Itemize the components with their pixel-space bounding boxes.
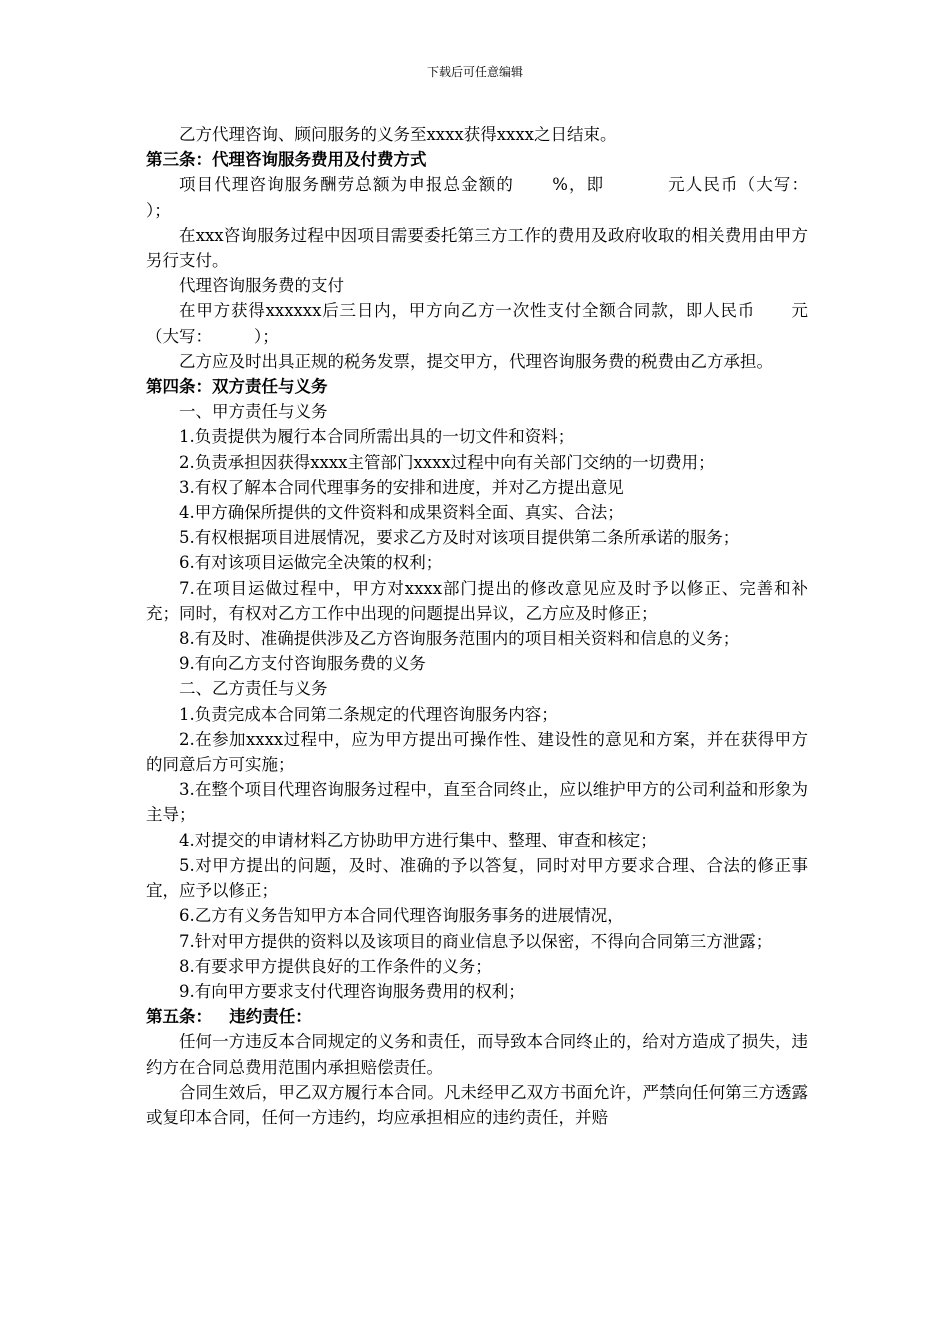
paragraph: 任何一方违反本合同规定的义务和责任，而导致本合同终止的，给对方造成了损失，违约方在合同总费用范围内承担赔偿责任。 [146,1032,808,1077]
section-heading: 第三条：代理咨询服务费用及付费方式 [146,150,427,170]
paragraph: 3.在整个项目代理咨询服务过程中，直至合同终止，应以维护甲方的公司利益和形象为主导； [146,780,808,825]
contract-body [146,122,861,1130]
paragraph: 乙方代理咨询、顾问服务的义务至xxxx获得xxxx之日结束。 [179,125,617,144]
paragraph: 2.在参加xxxx过程中，应为甲方提出可操作性、建设性的意见和方案，并在获得甲方的同意后方可实施； [146,729,808,775]
paragraph: 6.乙方有义务告知甲方本合同代理咨询服务事务的进展情况， [179,906,624,926]
paragraph: 一、甲方责任与义务 [179,402,328,422]
paragraph: 9.有向甲方要求支付代理咨询服务费用的权利； [179,981,525,1001]
paragraph: 4.对提交的申请材料乙方协助甲方进行集中、整理、审查和核定； [179,830,657,850]
paragraph: 4.甲方确保所提供的文件资料和成果资料全面、真实、合法； [179,503,624,523]
paragraph: 7.在项目运做过程中，甲方对xxxx部门提出的修改意见应及时予以修正、完善和补充；同时，有权对乙方工作中出现的问题提出异议，乙方应及时修正； [146,578,808,623]
section-heading: 第四条：双方责任与义务 [146,377,328,397]
paragraph: 8.有要求甲方提供良好的工作条件的义务； [179,956,492,976]
paragraph: 在甲方获得xxxxxx后三日内，甲方向乙方一次性支付全额合同款，即人民币 元（大写： ）； [146,301,808,346]
paragraph: 二、乙方责任与义务 [179,679,328,699]
page-header-note: 下载后可任意编辑 [426,65,523,79]
paragraph: 乙方应及时出具正规的税务发票，提交甲方，代理咨询服务费的税费由乙方承担。 [179,351,773,371]
section-heading: 第五条： 违约责任： [146,1007,312,1027]
paragraph: 5.有权根据项目进展情况，要求乙方及时对该项目提供第二条所承诺的服务； [179,528,740,548]
paragraph: 5.对甲方提出的问题，及时、准确的予以答复，同时对甲方要求合理、合法的修正事宜，应予以修正； [146,855,808,901]
paragraph: 9.有向乙方支付咨询服务费的义务 [179,654,426,674]
paragraph: 合同生效后，甲乙双方履行本合同。凡未经甲乙双方书面允许，严禁向任何第三方透露或复印本合同，任何一方违约，均应承担相应的违约责任，并赔 [146,1082,808,1127]
paragraph: 3.有权了解本合同代理事务的安排和进度，并对乙方提出意见 [179,477,624,497]
paragraph: 7.针对甲方提供的资料以及该项目的商业信息予以保密，不得向合同第三方泄露； [179,931,773,951]
paragraph: 代理咨询服务费的支付 [179,276,344,296]
paragraph: 在xxx咨询服务过程中因项目需要委托第三方工作的费用及政府收取的相关费用由甲方另行支付。 [146,225,808,271]
paragraph: 8.有及时、准确提供涉及乙方咨询服务范围内的项目相关资料和信息的义务； [179,629,740,649]
paragraph: 1.负责完成本合同第二条规定的代理咨询服务内容； [179,704,558,724]
paragraph: 1.负责提供为履行本合同所需出具的一切文件和资料； [179,427,575,447]
paragraph: 6.有对该项目运做完全决策的权利； [179,553,443,573]
paragraph: 项目代理咨询服务酬劳总额为申报总金额的 %，即 元人民币（大写： ）； [146,175,861,220]
paragraph: 2.负责承担因获得xxxx主管部门xxxx过程中向有关部门交纳的一切费用； [179,452,715,472]
